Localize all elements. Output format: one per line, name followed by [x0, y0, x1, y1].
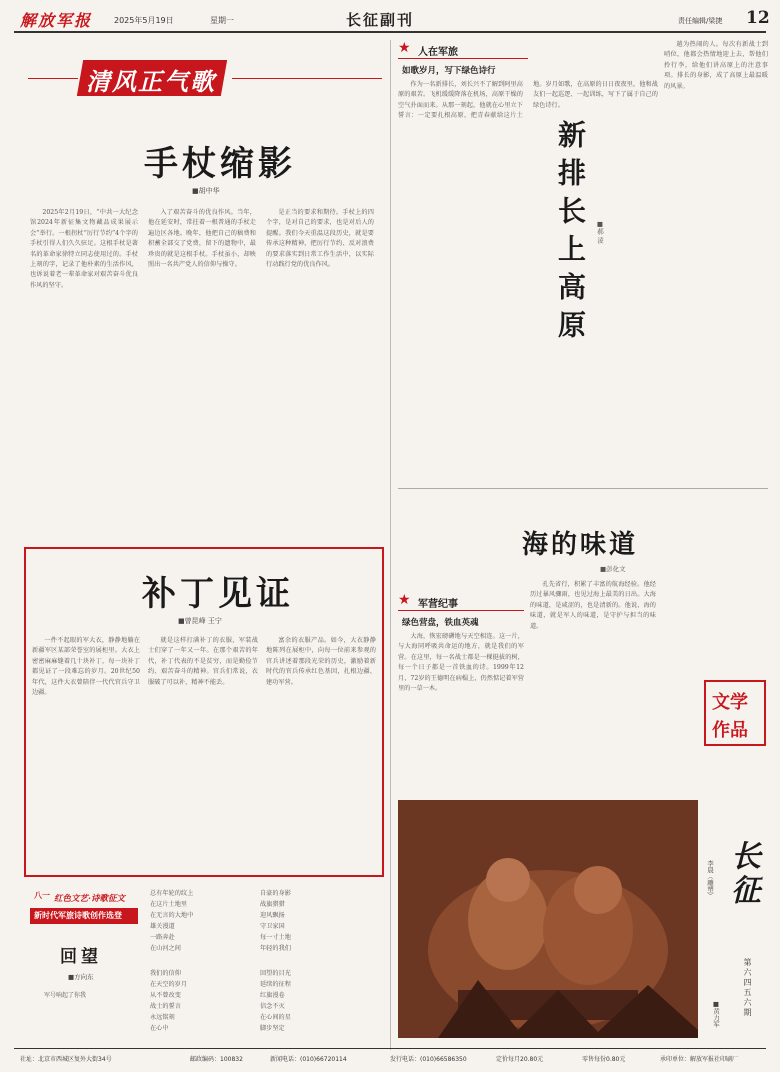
poem-title: 回望: [60, 947, 102, 967]
sculpture-svg: [398, 800, 698, 1038]
junying-label: 军营纪事: [418, 599, 458, 610]
junying-rule: [398, 610, 524, 611]
poem-badge: [30, 890, 138, 932]
qingfeng-col-3: [266, 208, 374, 538]
poem-badge-subtitle: 红色文艺·诗歌征文: [54, 894, 125, 904]
footer-phone: 新闻电话：(010)66720114: [270, 1056, 347, 1063]
poem-col-2: 我们的信仰 在天空的岁月 从不曾改变 战士的誓言 永远铭刻 在心中: [150, 970, 188, 1032]
star-icon: ★: [398, 592, 411, 608]
footer-post: 邮政编码：100832: [190, 1056, 243, 1063]
wenxue-badge: [704, 680, 766, 746]
xinpaizhang-byline: ■郝 淩: [596, 220, 604, 244]
renzaijunlv-header: [398, 40, 528, 60]
main-column-divider: [390, 40, 391, 1050]
poem-byline: ■方向东: [68, 973, 94, 981]
masthead-date: 2025年5月19日: [114, 16, 174, 25]
qingfeng-title: 手杖缩影: [144, 144, 296, 184]
renzaijunlv-text-block: [398, 80, 658, 480]
section-title: 长征副刊: [346, 11, 415, 29]
qingfeng-col-1: [30, 208, 138, 538]
poem-col-3: 自豪的身影 战旗猎猎 迎风飘扬 守卫家国 每一寸土地 年轻的我们: [260, 890, 291, 952]
renzaijunlv-label: 人在军旅: [418, 47, 458, 58]
haidewei-text: 孔先省行，积累了丰富的航海经验。他经历过暴风骤雨，也见过海上最美的日出。大海的味道，是咸涩的，也是清新的。他说，海的味道，就是军人的味道，是守护与担当的味道。: [530, 581, 656, 630]
buding-col-2: [148, 636, 258, 870]
qingfeng-col-1-text: 2025年2月19日，“中共一大纪念馆2024年新征集文物藏品成果展示会”举行。一根拐杖“厉行节约”4个字的手杖引得人们久久驻足。这根手杖是著名的革命家徐特立同志使用过的。手杖上刻的字，记录了他朴素的生活作风，也诉说着老一辈革命家对艰苦奋斗优良作风的坚守。: [30, 209, 138, 289]
wenxue-label-1: 文学: [712, 692, 748, 713]
xinpaizhang-title: 新排长上高原: [554, 120, 587, 348]
star-icon: ★: [398, 40, 411, 56]
bayi-icon: 八一: [34, 890, 50, 900]
junying-text-block: [398, 632, 524, 792]
haidewei-title: 海的味道: [522, 530, 639, 560]
banner-right-rule: [232, 78, 382, 79]
buding-col-3: [266, 636, 376, 870]
newspaper-logo: 解放军报: [20, 11, 93, 30]
haidewei-byline: ■彭化文: [600, 565, 626, 573]
buding-title: 补丁见证: [142, 574, 294, 614]
wenxue-label-2: 作品: [712, 720, 748, 741]
masthead-weekday: 星期一: [210, 16, 234, 25]
changzheng-logo: 长征: [725, 840, 760, 908]
xinpaizhang-text: 越为热闹的人。每次有新战士到哨位，他都会热情地迎上去，帮他们拎行李，给他们讲高原上的注意事项。排长的身影，成了高原上最温暖的风景。: [664, 41, 768, 90]
footer-price: 定价每月20.80元: [496, 1056, 544, 1063]
buding-col-2-text: 就是这样打满补丁的衣服，军装战士们穿了一年又一年。在那个艰苦的年代，补丁代表的不是贫穷，而是勤俭节约、艰苦奋斗的精神。官兵们常说，衣服破了可以补，精神不能丢。: [148, 637, 258, 686]
qingfeng-col-3-text: 是正当的要求和期待。手杖上的四个字，是对自己的要求，也是对后人的提醒。我们今天重温这段历史，就是要传承这种精神，把厉行节约、反对浪费的要求落实到日常工作生活中，以实际行动践行党的优良作风。: [266, 209, 374, 269]
poem-col-4: 回望的目光 延续的征程 红旗漫卷 信念不灭 在心间的星 脚步坚定: [260, 970, 291, 1032]
xinpaizhang-text-block: [664, 40, 768, 480]
footer: [20, 1054, 764, 1066]
masthead-rule: [14, 31, 766, 33]
renzaijunlv-rule: [398, 58, 528, 59]
renzaijunlv-title: 如歌岁月，写下绿色诗行: [402, 66, 496, 76]
page-number: 12: [746, 8, 770, 28]
junying-header: [398, 592, 524, 612]
changzheng-author: 李晨（雕塑）: [706, 860, 714, 899]
footer-dist: 发行电话：(010)66586350: [390, 1056, 467, 1063]
junying-text: 大海，恢宏磅礴地与天空相连。这一片，与大海同呼吸共命运的地方，就是我们的军营。在这里，每一名战士都是一棵挺拔的树，每一个日子都是一首铁血的诗。1999年12月，72岁的王德明在病榻上，仍然惦记着军营里的一草一木。: [398, 633, 524, 693]
sculpture-image: [398, 800, 698, 1038]
qingfeng-col-2: [148, 208, 256, 538]
renzaijunlv-text: 作为一名新排长，刘长兴不了解到阿里高原的艰苦。飞机缓缓降落在机场，高原干燥的空气扑面而来。从那一刻起，他就在心里立下誓言：一定要扎根高原，把青春献给这片土地。岁月如歌，在高原的日日夜夜里，他和战友们一起巡逻、一起训练，写下了属于自己的绿色诗行。: [398, 81, 658, 120]
qingfeng-col-2-text: 入了艰苦奋斗的优良作风。当年，他在延安时，常拄着一根普通的手杖走遍边区各地。晚年，他把自己的稿费和积蓄全部交了党费，留下的遗物中，最珍贵的就是这根手杖。手杖虽小，却映照出一名共产党人的信仰与操守。: [148, 209, 256, 269]
junying-title: 绿色营盘，铁血英魂: [402, 618, 479, 628]
poem-ribbon-text: 新时代军旅诗歌创作选登: [34, 910, 122, 920]
haidewei-top-rule: [398, 488, 768, 489]
buding-col-1: [32, 636, 140, 870]
footer-address: 社址：北京市西城区复外大街34号: [20, 1056, 112, 1063]
buding-col-1-text: 一件不起眼的军大衣，静静地躺在新疆军区某部荣誉室的展柜里。大衣上密密麻麻缝着几十块补丁，每一块补丁都见证了一段难忘的岁月。20世纪50年代，这件大衣曾陪伴一代代官兵守卫边疆。: [32, 637, 140, 697]
masthead: [14, 6, 770, 32]
qingfeng-banner-text: 清风正气歌: [86, 67, 216, 96]
xinpaizhang-text-lower: [530, 430, 650, 480]
poem-subtitle: 军号响起了你我: [44, 992, 87, 999]
qingfeng-byline: ■胡中华: [192, 187, 220, 195]
masthead-editor: 责任编辑/梁捷: [678, 17, 723, 25]
sculpture-painter: ■黄力军: [712, 1000, 720, 1028]
footer-print: 承印单位：解放军报社印刷厂: [660, 1056, 739, 1063]
banner-left-rule: [28, 78, 78, 79]
footer-retail: 零售每份0.80元: [582, 1056, 626, 1063]
changzheng-issue: 第六四五六期: [743, 958, 752, 1018]
haidewei-text-block: [530, 580, 656, 760]
footer-rule: [14, 1048, 766, 1049]
buding-col-3-text: 富余的衣服产品。如今，大衣静静地陈列在展柜中，向每一位前来参观的官兵讲述着那段光荣的历史，激励着新时代的官兵传承红色基因，扎根边疆、建功军营。: [266, 637, 376, 686]
poem-col-1: 总有年轮的纹上 在这片土地里 在无言的大地中 雄关漫道 一路奔赴 在山河之间: [150, 890, 194, 952]
buding-byline: ■曾昆峰 王宁: [178, 617, 222, 625]
